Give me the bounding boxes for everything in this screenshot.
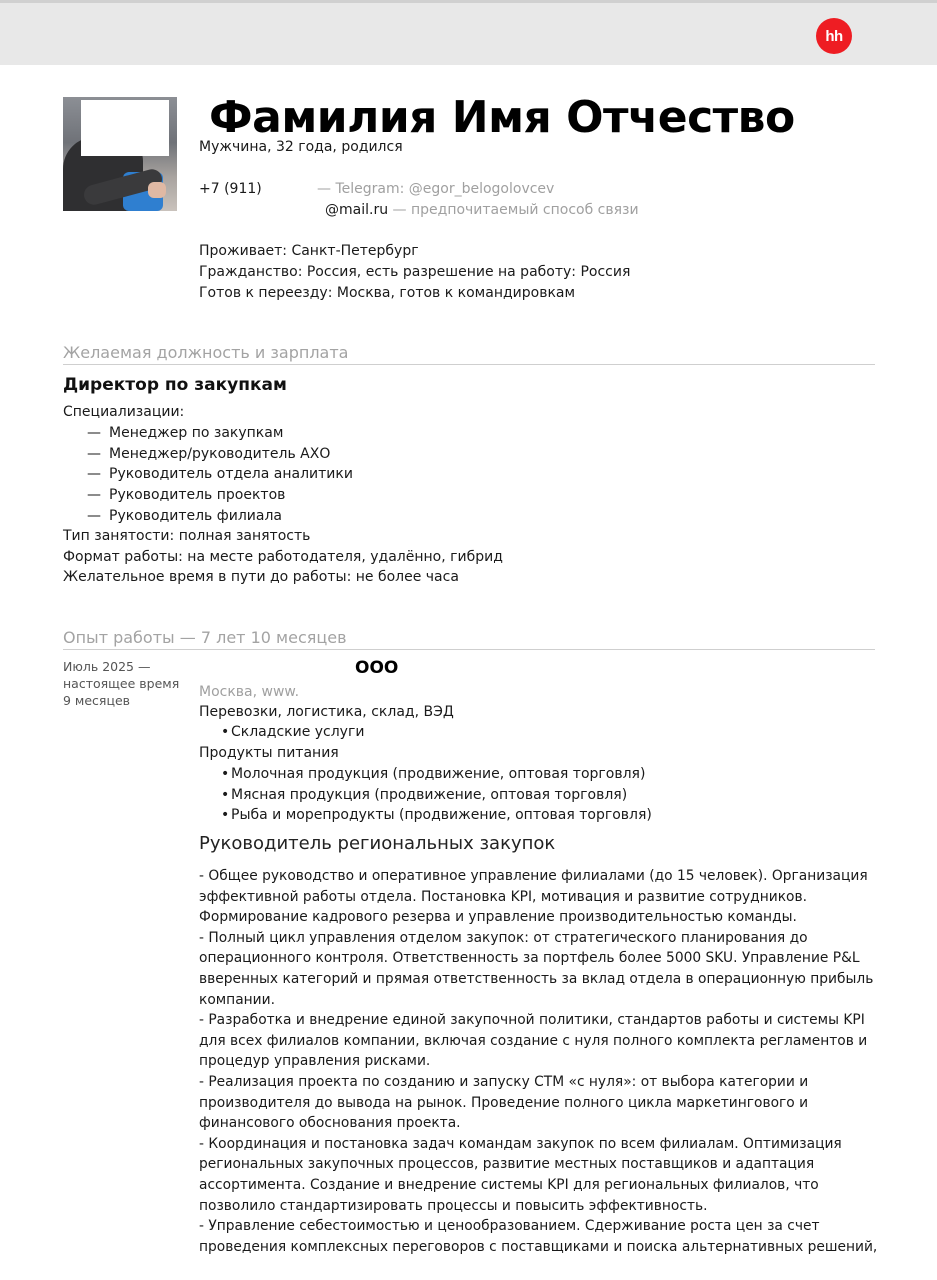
- candidate-name: Фамилия Имя Отчество: [209, 92, 795, 143]
- industry-group: Перевозки, логистика, склад, ВЭД: [199, 704, 454, 720]
- relocation: Готов к переезду: Москва, готов к командировкам: [199, 285, 576, 301]
- hh-logo-icon[interactable]: hh: [816, 18, 852, 54]
- work-format: Формат работы: на месте работодателя, удалённо, гибрид: [63, 549, 503, 565]
- job-description: [199, 866, 889, 1257]
- photo-redaction: [81, 100, 169, 156]
- citizenship: Гражданство: Россия, есть разрешение на работу: Россия: [199, 264, 631, 280]
- description-paragraph: - Полный цикл управления отделом закупок: от стратегического планирования до операционного контроля. Ответственность за портфель более 5000 SKU. Управление P&L вверенных категорий и прямая ответственность за вклад отдела в операционную прибыль компании.: [199, 929, 874, 1008]
- desired-position-title: Директор по закупкам: [63, 375, 287, 395]
- employment-type: Тип занятости: полная занятость: [63, 528, 311, 544]
- profile-photo: [63, 97, 177, 211]
- description-paragraph: - Координация и постановка задач командам закупок по всем филиалам. Оптимизация региональных закупочных процессов, развитие местных поставщиков и адаптация ассортимента. Создание и внедрение системы KPI для региональных филиалов, что позволило стандартизировать процессы и повысить эффективность.: [199, 1135, 842, 1214]
- residence: Проживает: Санкт-Петербург: [199, 243, 419, 259]
- description-paragraph: - Общее руководство и оперативное управление филиалами (до 15 человек). Организация эффективной работы отдела. Постановка KPI, мотивация и развитие сотрудников. Формирование кадрового резерва и управление производительностью команды.: [199, 868, 868, 926]
- phone[interactable]: +7 (911): [199, 181, 262, 197]
- specialization-item: — Руководитель отдела аналитики: [87, 466, 353, 482]
- job-period: Июль 2025 — настоящее время 9 месяцев: [63, 659, 180, 708]
- company-name: ООО: [355, 658, 399, 678]
- industry-item: • Молочная продукция (продвижение, оптовая торговля): [221, 766, 646, 782]
- specializations-label: Специализации:: [63, 404, 185, 420]
- top-bar: [0, 0, 937, 65]
- specialization-item: — Руководитель проектов: [87, 487, 286, 503]
- industry-item: • Рыба и морепродукты (продвижение, оптовая торговля): [221, 807, 652, 823]
- specialization-item: — Менеджер по закупкам: [87, 425, 284, 441]
- email[interactable]: @mail.ru: [325, 202, 389, 218]
- section-desired-position: Желаемая должность и зарплата: [63, 343, 875, 365]
- description-paragraph: - Разработка и внедрение единой закупочной политики, стандартов работы и системы KPI для всех филиалов компании, включая создание с нуля полного комплекта регламентов и процедур управления рисками.: [199, 1012, 868, 1070]
- industry-item: • Складские услуги: [221, 724, 365, 740]
- job-title: Руководитель региональных закупок: [199, 833, 556, 854]
- commute-time: Желательное время в пути до работы: не более часа: [63, 569, 459, 585]
- specialization-item: — Менеджер/руководитель АХО: [87, 446, 331, 462]
- company-location[interactable]: Москва, www.: [199, 684, 300, 700]
- industry-group: Продукты питания: [199, 745, 339, 761]
- candidate-summary: Мужчина, 32 года, родился: [199, 139, 403, 155]
- section-experience: Опыт работы — 7 лет 10 месяцев: [63, 628, 875, 650]
- industry-item: • Мясная продукция (продвижение, оптовая торговля): [221, 787, 628, 803]
- description-paragraph: - Реализация проекта по созданию и запуску СТМ «с нуля»: от выбора категории и производителя до вывода на рынок. Проведение полного цикла маркетингового и финансового обоснования проекта.: [199, 1073, 809, 1132]
- specialization-item: — Руководитель филиала: [87, 508, 282, 524]
- telegram[interactable]: — Telegram: @egor_belogolovcev: [317, 181, 555, 197]
- email-note: — предпочитаемый способ связи: [392, 202, 639, 218]
- description-paragraph: - Управление себестоимостью и ценообразованием. Сдерживание роста цен за счет проведения комплексных переговоров с поставщиками и поиска альтернативных решений,: [199, 1218, 878, 1255]
